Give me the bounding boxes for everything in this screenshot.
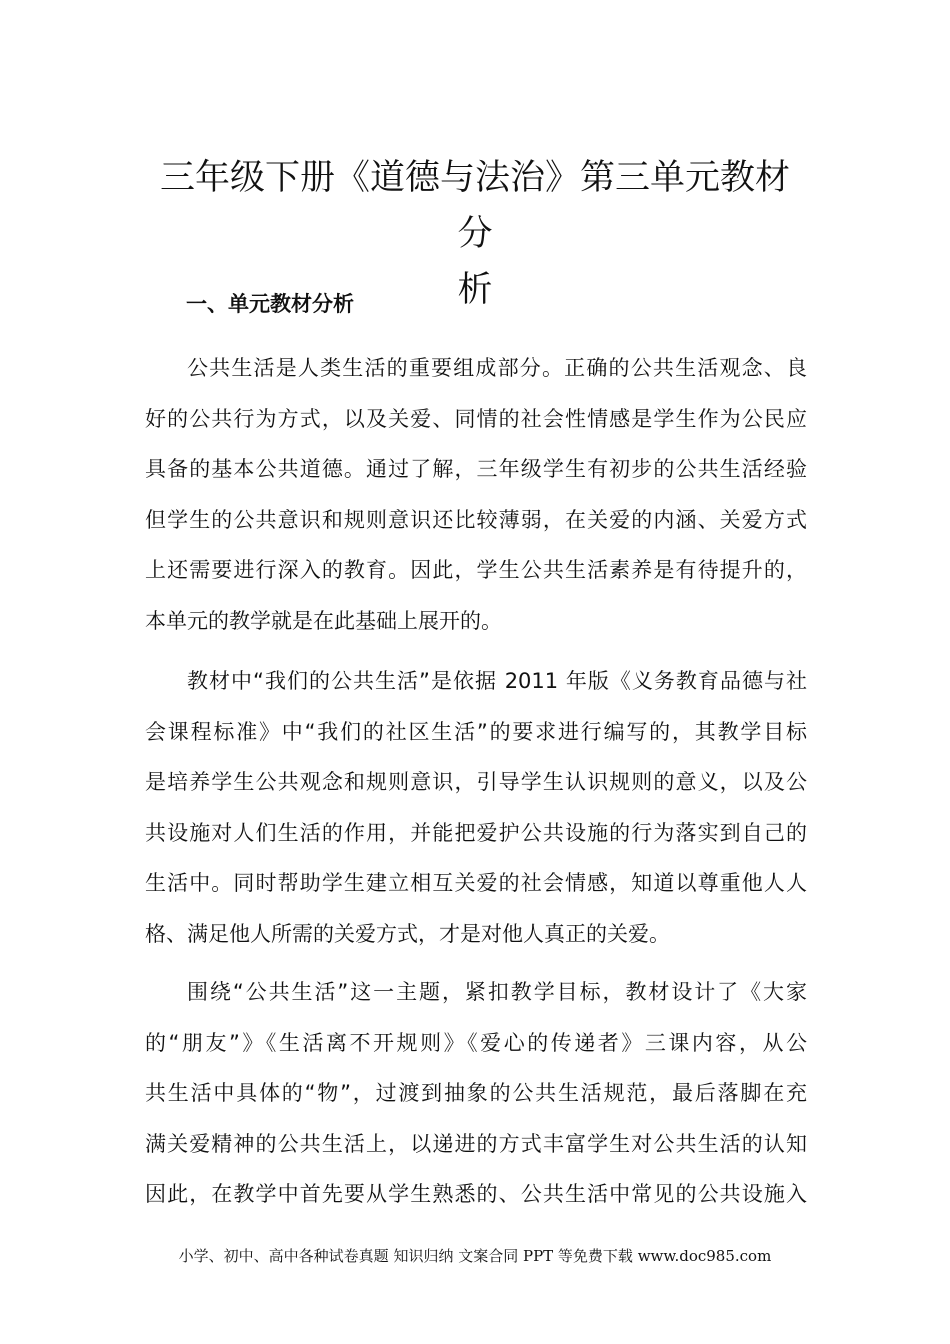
paragraph-line: 是培养学生公共观念和规则意识，引导学生认识规则的意义，以及公 bbox=[145, 770, 807, 794]
section-heading: 一、单元教材分析 bbox=[186, 292, 354, 316]
paragraph-line: 上还需要进行深入的教育。因此，学生公共生活素养是有待提升的， bbox=[145, 558, 807, 582]
paragraph-line: 围绕“公共生活”这一主题，紧扣教学目标，教材设计了《大家 bbox=[187, 980, 807, 1004]
paragraph-line: 会课程标准》中“我们的社区生活”的要求进行编写的，其教学目标 bbox=[145, 719, 807, 744]
paragraph-line: 生活中。同时帮助学生建立相互关爱的社会情感，知道以尊重他人人 bbox=[145, 871, 807, 895]
paragraph-line: 满关爱精神的公共生活上，以递进的方式丰富学生对公共生活的认知 bbox=[145, 1131, 807, 1156]
paragraph-line: 教材中“我们的公共生活”是依据 2011 年版《义务教育品德与社 bbox=[187, 669, 807, 693]
page-title-line-1: 三年级下册《道德与法治》第三单元教材分 bbox=[159, 158, 790, 254]
page-footer: 小学、初中、高中各种试卷真题 知识归纳 文案合同 PPT 等免费下载 www.doc985.com bbox=[178, 1247, 772, 1265]
paragraph-line: 本单元的教学就是在此基础上展开的。 bbox=[145, 608, 502, 633]
paragraph-1 bbox=[145, 343, 807, 646]
paragraph-line: 格、满足他人所需的关爱方式，才是对他人真正的关爱。 bbox=[145, 921, 670, 946]
page-title-line-2: 析 bbox=[457, 270, 493, 310]
paragraph-line: 公共生活是人类生活的重要组成部分。正确的公共生活观念、良 bbox=[187, 356, 807, 380]
paragraph-3 bbox=[145, 967, 807, 1220]
paragraph-line: 但学生的公共意识和规则意识还比较薄弱，在关爱的内涵、关爱方式 bbox=[145, 507, 807, 532]
paragraph-line: 因此，在教学中首先要从学生熟悉的、公共生活中常见的公共设施入 bbox=[145, 1182, 807, 1206]
paragraph-line: 具备的基本公共道德。通过了解，三年级学生有初步的公共生活经验 bbox=[145, 457, 807, 481]
paragraph-line: 好的公共行为方式，以及关爱、同情的社会性情感是学生作为公民应 bbox=[145, 406, 807, 431]
paragraph-line: 的“朋友”》《生活离不开规则》《爱心的传递者》三课内容，从公 bbox=[145, 1030, 807, 1055]
paragraph-line: 共生活中具体的“物”，过渡到抽象的公共生活规范，最后落脚在充 bbox=[145, 1081, 807, 1105]
paragraph-line: 共设施对人们生活的作用，并能把爱护公共设施的行为落实到自己的 bbox=[145, 820, 807, 845]
paragraph-2 bbox=[145, 656, 807, 959]
